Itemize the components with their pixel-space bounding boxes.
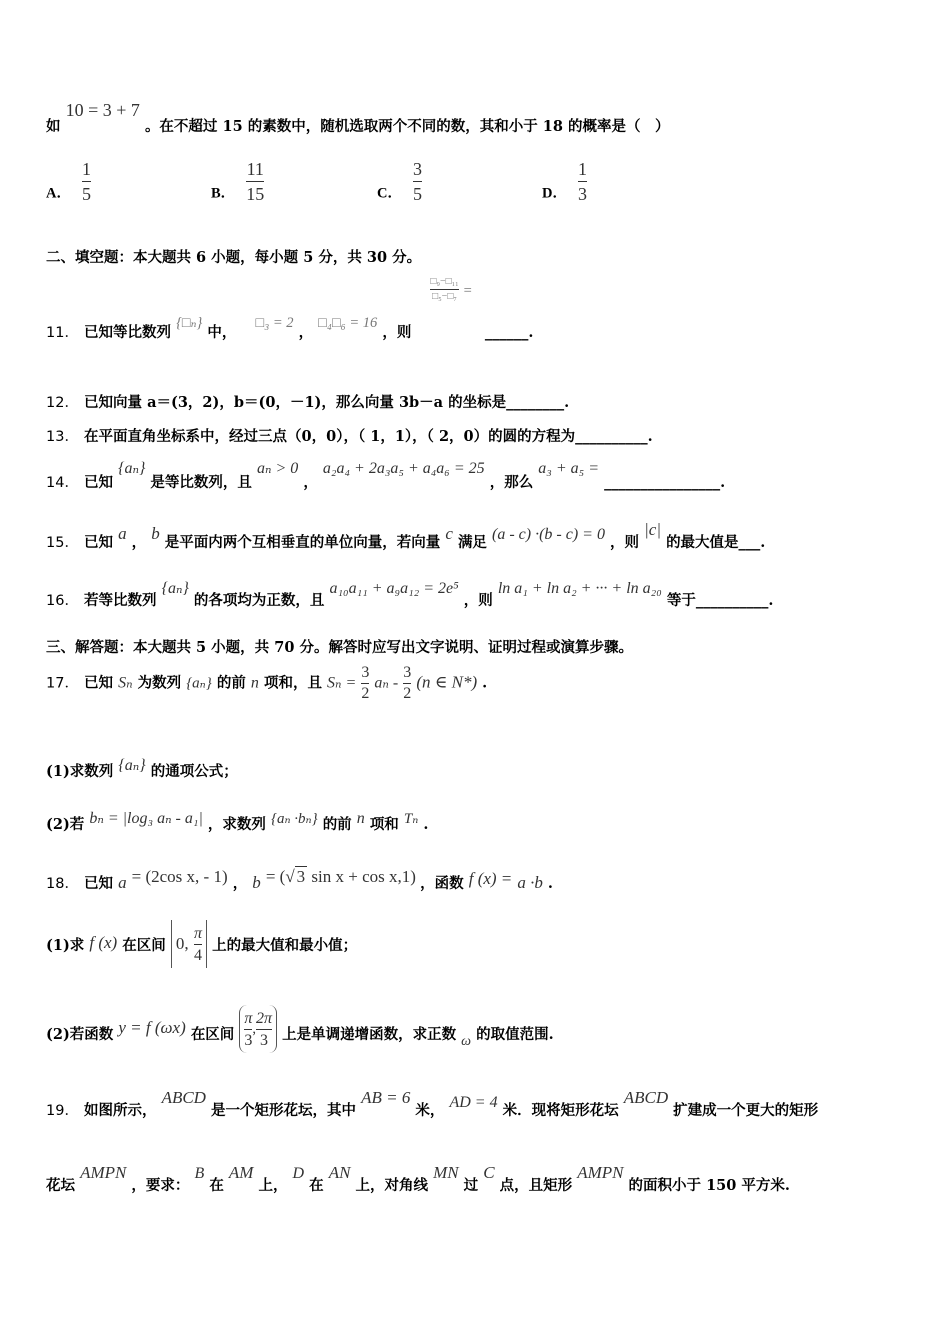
q14-seq: {aₙ} [118, 460, 146, 477]
q17-p2-seq: {aₙ ·bₙ} [270, 811, 318, 827]
q19-AM: AM [228, 1163, 254, 1182]
q18-p2-d2: 3 [260, 1031, 269, 1049]
q17-frac1 [361, 664, 369, 703]
q19-t3: 米， [415, 1102, 445, 1119]
q19-t12: 过 [463, 1177, 479, 1194]
q10-option-c-num: 3 [413, 159, 423, 179]
q11-c2: □₄□₆ = 16 [318, 315, 378, 331]
q17-p2-T: Tₙ [403, 811, 419, 827]
q15-t5: 的最大值是___. [666, 534, 766, 551]
q11-eq: = [463, 283, 472, 299]
q17-part-1 [46, 755, 238, 781]
q17-frac1-num: 3 [361, 664, 370, 681]
q19-AMPN: AMPN [80, 1163, 127, 1182]
q15-c: c [445, 524, 453, 543]
q10-text: 。在不超过 15 的素数中，随机选取两个不同的数，其和小于 18 的概率是（ ） [144, 118, 670, 135]
q17-t1: 已知 [84, 674, 114, 692]
q17-p1-a: (1)求数列 [46, 763, 114, 780]
q11-answer-blank[interactable]: ______. [484, 324, 534, 341]
q14-c3: a₃ + a₅ = [538, 460, 599, 477]
q14-answer-blank[interactable]: ________________. [604, 474, 726, 491]
q10-option-d-fraction [578, 158, 587, 205]
q19-MN: MN [433, 1163, 459, 1182]
q18-p2-c: 上是单调递增函数，求正数 [282, 1026, 457, 1043]
q18-a-value: = (2cos x, - 1) [131, 867, 228, 886]
q10-option-b-den: 15 [246, 184, 265, 204]
q14-t3: ，那么 [489, 474, 534, 491]
q17-t3: 的前 [216, 674, 246, 692]
q10-option-d-label: D． [542, 185, 567, 202]
q18-p2-n2: 2π [256, 1009, 273, 1027]
q17-end: . [482, 674, 488, 692]
q12 [46, 391, 569, 412]
q18-p2-frac2 [256, 1009, 272, 1050]
q14-c2: a₂a₄ + 2a₃a₅ + a₄a₆ = 25 [322, 460, 485, 477]
q19-AB: AB = 6 [361, 1088, 411, 1107]
q18-p2-d1: 3 [244, 1031, 253, 1049]
q16-t3: ，则 [463, 592, 493, 609]
q11-number: 11． [46, 325, 79, 341]
q15-sep: ， [131, 534, 147, 551]
q18-p1-c: 上的最大值和最小值； [212, 937, 358, 954]
q19-t14: 的面积小于 150 平方米. [628, 1177, 790, 1194]
q10-option-b-label: B． [211, 185, 236, 202]
q17-frac2-den: 2 [403, 685, 412, 702]
q11 [46, 276, 533, 342]
q19-AD: AD = 4 [449, 1094, 498, 1111]
q11-expr-top: □₉−□₁₁ [430, 276, 459, 287]
q18-a: a [118, 873, 127, 892]
q19-t10: 在 [309, 1177, 324, 1194]
q18-p2-a: (2)若函数 [46, 1026, 114, 1043]
q19-t9: 上， [258, 1177, 288, 1194]
q12-number: 12． [46, 395, 79, 411]
q10-option-d[interactable] [542, 158, 587, 205]
q10-option-d-num: 1 [578, 159, 588, 179]
q17-t4: 项和，且 [263, 674, 322, 692]
q16-condition: a₁₀a₁₁ + a₉a₁₂ = 2e⁵ [329, 580, 459, 597]
q18-p2-d: 的取值范围. [476, 1026, 554, 1043]
q18-part-1 [46, 920, 357, 968]
q14-sep: ， [303, 474, 318, 491]
q18-fx: f (x) = [468, 869, 513, 888]
q17-t2: 为数列 [137, 674, 182, 692]
q18-b-value-pre: = ( [265, 867, 286, 886]
q19-B: B [194, 1165, 205, 1182]
q15-a: a [118, 524, 127, 543]
q17-p2-c: 的前 [322, 816, 352, 833]
q19-t13: 点，且矩形 [499, 1177, 573, 1194]
q19-ABCD-2: ABCD [623, 1088, 669, 1107]
q16-t4: 等于__________. [666, 592, 774, 609]
q10-option-a-num: 1 [82, 159, 92, 179]
q19-t5: 扩建成一个更大的矩形 [673, 1102, 819, 1119]
q11-t1: 已知等比数列 [84, 324, 172, 341]
q10-option-a[interactable] [46, 158, 91, 205]
q10-option-c-den: 5 [413, 184, 423, 204]
q17-seq: {aₙ} [186, 675, 212, 692]
q19-t6: 花坛 [46, 1177, 75, 1194]
q18-p1-int-frac [194, 924, 202, 965]
q18 [46, 866, 553, 893]
q15-b: b [151, 524, 160, 543]
q17-p1-b: 的通项公式； [150, 763, 238, 780]
q17-p2-formula: bₙ = |log₃ aₙ - a₁| [89, 810, 203, 827]
q10-stem [46, 100, 669, 136]
q10-option-c-label: C． [377, 185, 402, 202]
q17-p2-e: . [423, 816, 429, 833]
q10-option-b-num: 11 [246, 159, 264, 179]
q16 [46, 578, 773, 610]
q10-option-a-label: A． [46, 185, 71, 202]
q19-t2: 是一个矩形花坛，其中 [211, 1102, 357, 1119]
q12-text: 已知向量 a＝(3，2)，b＝(0，－1)，那么向量 3b－a 的坐标是________. [84, 394, 570, 411]
q11-c1: □₃ = 2 [255, 315, 294, 331]
q11-expr-bot: □₅−□₇ [432, 291, 457, 302]
q10-option-a-fraction [82, 158, 91, 205]
q10-prefix: 如 [46, 118, 61, 135]
q15-t3: 满足 [457, 534, 487, 551]
q15-condition: (a - c) ·(b - c) = 0 [492, 526, 605, 543]
section-3-heading: 三、解答题：本大题共 5 小题，共 70 分。解答时应写出文字说明、证明过程或演算步骤。 [46, 639, 633, 656]
q17-p2-a: (2)若 [46, 816, 85, 833]
q14-c1: aₙ > 0 [256, 460, 299, 477]
q18-ab: a ·b [517, 873, 543, 892]
q11-t2: 中， [207, 324, 237, 341]
q11-sep: ， [298, 324, 314, 341]
q18-b-value-sqrt: 3 [296, 867, 306, 886]
q10-option-c[interactable] [377, 158, 422, 205]
q15-number: 15． [46, 535, 79, 551]
q18-p2-n1: π [244, 1009, 253, 1027]
q13 [46, 425, 653, 446]
q10-option-b[interactable] [211, 158, 264, 205]
q19-t4: 米．现将矩形花坛 [502, 1102, 619, 1119]
q19-t1: 如图所示， [84, 1102, 157, 1119]
q15 [46, 520, 765, 552]
q18-p1-int-den: 4 [194, 947, 202, 964]
q11-t3: ，则 [382, 324, 412, 341]
q17-Sn: Sₙ [118, 674, 133, 692]
q14-number: 14． [46, 475, 79, 491]
q19-t7: ，要求： [131, 1177, 190, 1194]
q19-t8: 在 [209, 1177, 224, 1194]
q11-seq: {□ₙ} [176, 315, 203, 331]
q17-n: n [250, 674, 259, 692]
q18-p1-b: 在区间 [122, 937, 166, 954]
q18-part-2 [46, 1005, 554, 1053]
q18-number: 18． [46, 876, 79, 892]
q18-p1-int-left: 0, [175, 934, 189, 953]
q17-p2-d: 项和 [369, 816, 399, 833]
q19-number: 19． [46, 1103, 79, 1119]
q18-p2-interval: $\frac{\pi}{3},\frac{2\pi}{3}$ [239, 1005, 277, 1053]
q18-b: b [252, 873, 261, 892]
q16-number: 16． [46, 593, 79, 609]
q18-p2-b: 在区间 [190, 1026, 235, 1043]
q16-expression: ln a₁ + ln a₂ + ··· + ln a₂₀ [497, 580, 662, 597]
q17-part-2 [46, 808, 428, 834]
q18-omega: ω [461, 1034, 472, 1049]
q18-p2-f: y = f (ωx) [118, 1018, 186, 1037]
q15-t2: 是平面内两个互相垂直的单位向量，若向量 [164, 534, 441, 551]
section-2-heading: 二、填空题：本大题共 6 小题，每小题 5 分，共 30 分。 [46, 249, 422, 266]
q17-p2-n: n [356, 810, 365, 827]
q19-D: D [292, 1165, 305, 1182]
q10-option-b-fraction [246, 158, 264, 205]
q17-p1-seq: {aₙ} [118, 757, 146, 774]
q10-option-d-den: 3 [578, 184, 588, 204]
q14 [46, 458, 725, 492]
q17 [46, 664, 487, 703]
q17-formula-mid: aₙ - [374, 674, 399, 692]
q19-line-1 [46, 1088, 818, 1120]
q16-t1: 若等比数列 [84, 592, 157, 609]
q19-AN: AN [328, 1163, 351, 1182]
q17-frac2 [403, 664, 411, 703]
q15-t4: ，则 [610, 534, 640, 551]
q13-number: 13． [46, 429, 79, 445]
q15-t1: 已知 [84, 534, 114, 551]
q17-condition: (n ∈ N*) [416, 672, 478, 692]
q19-ABCD: ABCD [161, 1088, 206, 1107]
q19-line-2 [46, 1163, 790, 1195]
q17-frac1-den: 2 [361, 685, 370, 702]
q17-p2-b: ，求数列 [207, 816, 266, 833]
q16-t2: 的各项均为正数，且 [193, 592, 325, 609]
q19-t11: 上，对角线 [355, 1177, 429, 1194]
q10-option-c-fraction [413, 158, 422, 205]
q18-p1-int-num: π [194, 925, 203, 942]
q18-t2: ，函数 [420, 875, 464, 892]
q18-p1-a: (1)求 [46, 937, 85, 954]
q16-seq: {aₙ} [161, 580, 189, 597]
q18-b-value-post: sin x + cos x,1) [307, 867, 416, 886]
q18-p1-f: f (x) [89, 933, 118, 952]
q14-t1: 已知 [84, 474, 114, 491]
q17-frac2-num: 3 [403, 664, 412, 681]
q19-AMPN-2: AMPN [577, 1163, 624, 1182]
q18-sep: ， [232, 875, 248, 892]
q18-t1: 已知 [84, 875, 114, 892]
q17-number: 17． [46, 675, 79, 692]
q10-formula: 10 = 3 + 7 [65, 100, 140, 120]
q13-text: 在平面直角坐标系中，经过三点（0，0），（ 1，1），（ 2，0）的圆的方程为__________. [84, 428, 653, 445]
q17-formula-lhs: Sₙ = [327, 674, 357, 692]
q18-b-value: = (√ 3 sin x + cos x,1) [265, 867, 416, 886]
q10-option-a-den: 5 [82, 184, 92, 204]
q14-t2: 是等比数列，且 [150, 474, 252, 491]
q15-abs-c: |c| [644, 520, 661, 539]
q18-end: . [547, 875, 553, 892]
q19-C: C [483, 1163, 495, 1182]
q18-p1-interval [171, 920, 207, 968]
q11-expression [430, 276, 458, 303]
